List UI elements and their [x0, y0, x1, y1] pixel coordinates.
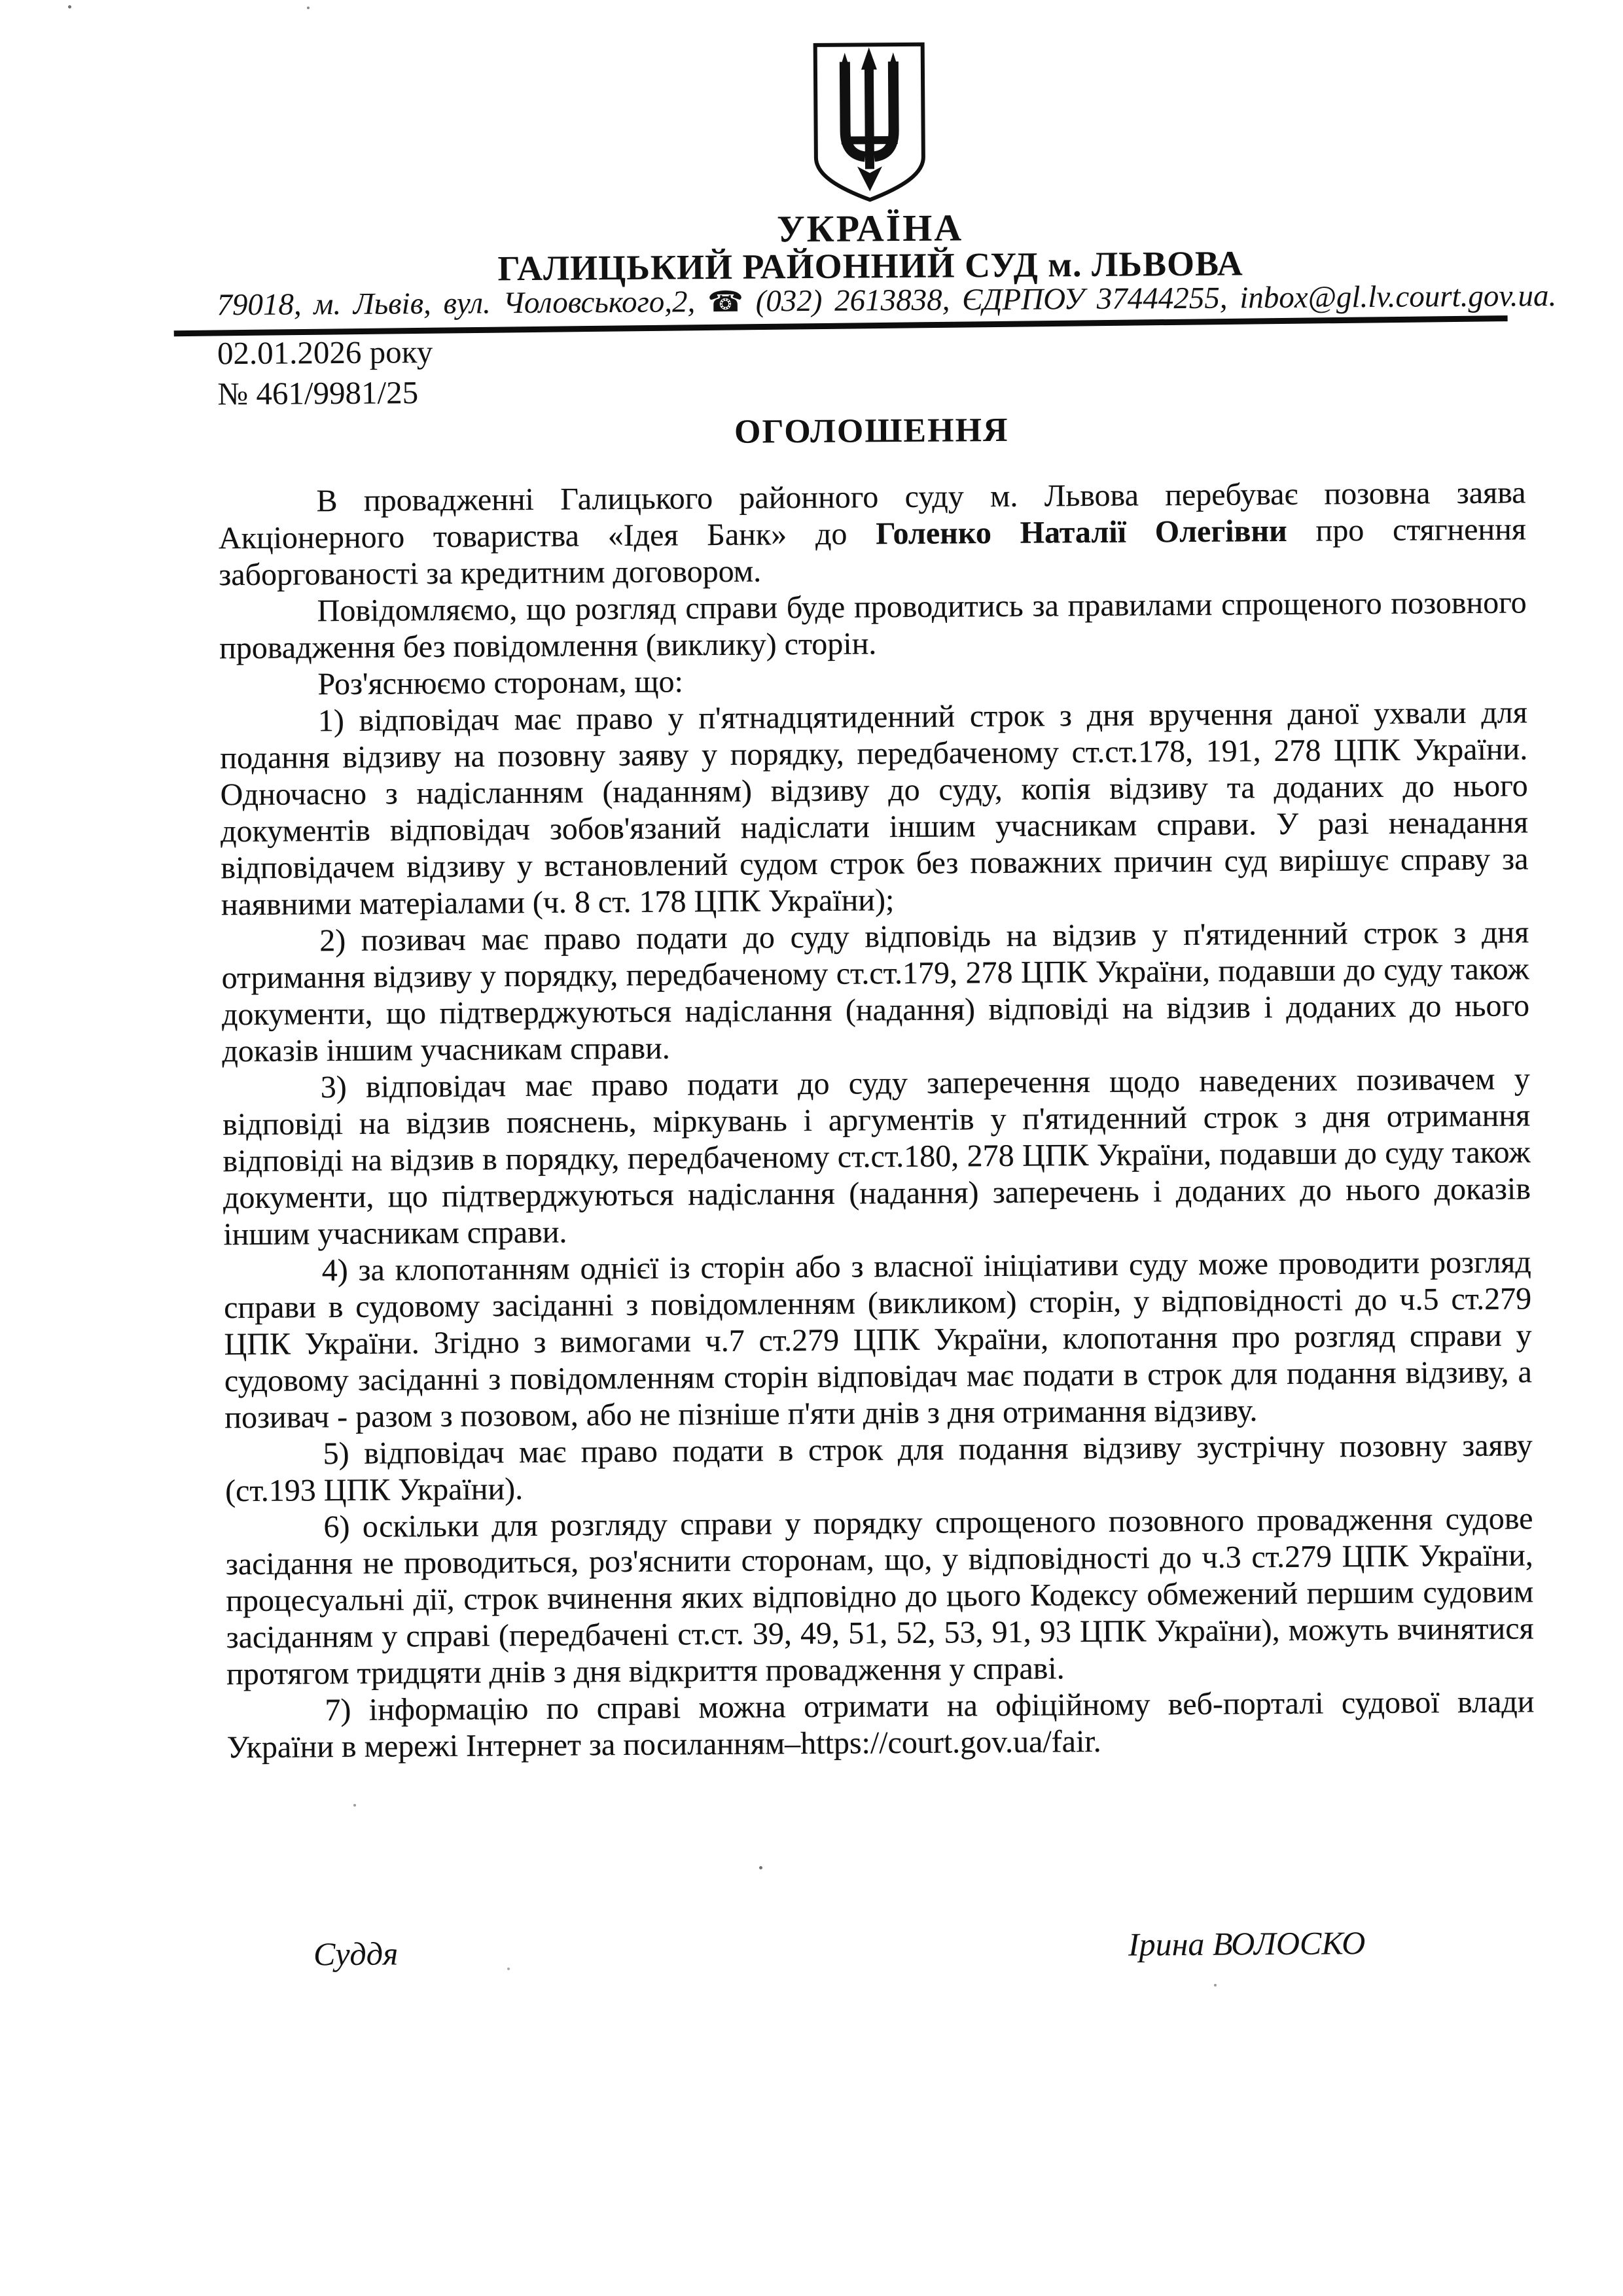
scan-noise-dot [353, 1804, 356, 1807]
body-list-item-5: 5) відповідач має право подати в строк для подання відзиву зустрічну позовну заяву (ст.193 ЦПК України). [224, 1428, 1533, 1509]
court-name: ГАЛИЦЬКИЙ РАЙОННИЙ СУД м. ЛЬВОВА [497, 243, 1243, 289]
body-list-item-1: 1) відповідач має право у п'ятнадцятиденний строк з дня вручення даної ухвали для подання відзиву на позовну заяву у порядку, передбаченому ст.ст.178, 191, 278 ЦПК України. Одночасно з надісланням (наданням) відзиву до суду, копія відзиву та доданих до нього документів відповідач зобов'язаний надіслати іншим учасникам справи. У разі ненадання відповідачем відзиву у встановлений судом строк без поважних причин суд вирішує справу за наявними матеріалами (ч. 8 ст. 178 ЦПК України); [220, 695, 1529, 923]
intro-text-tail: про стягнення заборгованості за кредитним договором. [219, 512, 1527, 593]
body-list-item-7: 7) інформацію по справі можна отримати на офіційному веб-порталі судової влади України в мережі Інтернет за посиланням–https://court.gov.ua/fair. [226, 1684, 1535, 1765]
body-list-item-3: 3) відповідач має право подати до суду заперечення щодо наведених позивачем у відповіді на відзив пояснень, міркувань і аргументів у п'ятиденний строк з дня отримання відповіді на відзив в порядку, передбаченому ст.ст.180, 278 ЦПК України, подавши до суду також документи, що підтверджуються надіслання (надання) заперечень і доданих до нього доказів іншим учасникам справи. [222, 1061, 1531, 1252]
country-name: УКРАЇНА [776, 206, 964, 251]
case-number: № 461/9981/25 [217, 374, 419, 412]
scan-noise-dot [1214, 1984, 1217, 1987]
body-list-item-2: 2) позивач має право подати до суду відповідь на відзив у п'ятиденний строк з дня отримання відзиву у порядку, передбаченому ст.ст.179, 278 ЦПК України, подавши до суду також документи, що підтверджуються надіслання (надання) відповіді на відзив і доданих до нього доказів іншим учасникам справи. [221, 915, 1530, 1069]
emblem-container [215, 37, 1524, 210]
document-body [218, 474, 1535, 1766]
defendant-name-bold: Голенко Наталії Олегівни [876, 513, 1287, 552]
document-date: 02.01.2026 року [217, 334, 433, 372]
scan-noise-dot [507, 1968, 510, 1970]
phone-icon: ☎ [707, 285, 744, 319]
body-list-item-6: 6) оскільки для розгляду справи у порядку спрощеного позовного провадження судове засідання не проводиться, роз'яснити сторонам, що, у відповідності до ч.3 ст.279 ЦПК України, процесуальні дії, строк вчинення яких відповідно до цього Кодексу обмежений першим судовим засіданням у справі (передбачені ст.ст. 39, 49, 51, 52, 53, 91, 93 ЦПК України), можуть вчинятися протягом тридцяти днів з дня відкриття провадження у справі. [225, 1501, 1534, 1692]
address-text-left: 79018, м. Львів, вул. Чоловського,2, [217, 285, 696, 323]
judge-label: Суддя [313, 1935, 399, 1973]
ukraine-trident-emblem-icon [811, 42, 929, 203]
scan-noise-dot [68, 5, 71, 9]
signature-block [228, 1924, 1536, 1975]
address-text-right: (032) 2613838, ЄДРПОУ 37444255, inbox@gl.lv.court.gov.ua. [755, 279, 1557, 319]
body-paragraph: Повідомляємо, що розгляд справи буде проводитись за правилами спрощеного позовного провадження без повідомлення (виклику) сторін. [219, 585, 1527, 666]
body-paragraph: Роз'яснюємо сторонам, що: [317, 664, 683, 702]
judge-name: Ірина ВОЛОСКО [1128, 1924, 1366, 1963]
document-content [215, 34, 1557, 1975]
intro-text: В провадженні Галицького районного суду м. Львова перебуває позовна заява Акціонерного товариства «Ідея Банк» до [218, 475, 1526, 556]
scan-noise-dot [759, 1866, 762, 1869]
scan-noise-dot [307, 7, 310, 9]
body-list-item-4: 4) за клопотанням однієї із сторін або з власної ініціативи суду може проводити розгляд справи в судовому засіданні з повідомленням (викликом) сторін, у відповідності до ч.5 ст.279 ЦПК України. Згідно з вимогами ч.7 ст.279 ЦПК України, клопотання про розгляд справи у судовому засіданні з повідомленням сторін відповідач має подати в строк для подання відзиву, а позивач - разом з позовом, або не пізніше п'яти днів з дня отримання відзиву. [223, 1245, 1533, 1436]
announcement-title: ОГОЛОШЕННЯ [734, 411, 1009, 451]
body-paragraph-intro [218, 474, 1526, 593]
